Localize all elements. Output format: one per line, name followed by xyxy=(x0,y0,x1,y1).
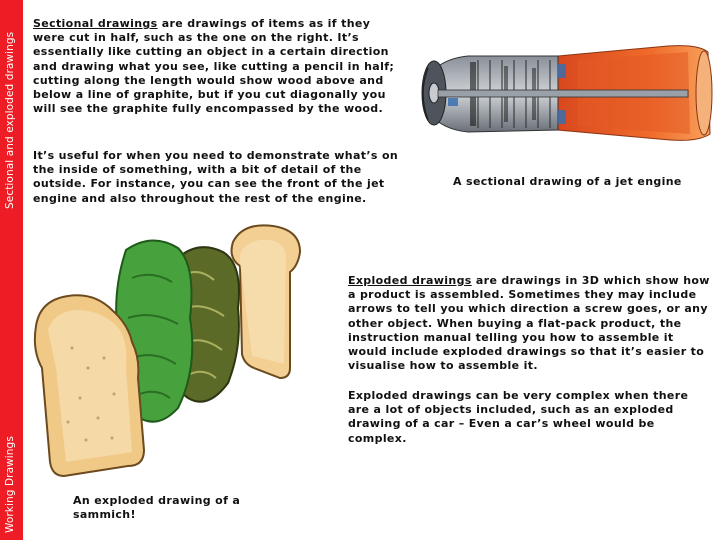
exploded-definition-body: are drawings in 3D which show how a product is assembled. Sometimes they may include arrows to tell you which direction a screw goes, or any other object. When buying a flat-pack product, the instruction manual telling you how to assemble it would include exploded drawings so that it’s easier to visualise how to assemble it. xyxy=(348,274,710,373)
exploded-sandwich-image xyxy=(28,218,348,490)
sidebar-bar xyxy=(0,0,23,540)
sectional-definition xyxy=(33,17,399,116)
exploded-term: Exploded drawings xyxy=(348,274,472,287)
exploded-complexity: Exploded drawings can be very complex when there are a lot of objects included, such as an exploded drawing of a car – Even a car’s wheel would be complex. xyxy=(348,389,689,445)
jet-engine-cutaway-image xyxy=(408,38,714,148)
sectional-definition-body: are drawings of items as if they were cut in half, such as the one on the right. It’s essentially like cutting an object in a certain direction and drawing what you see, like cutting a pencil in half; cutting along the length would show wood above and below a line of graphite, but if you cut diagonally you will see the graphite fully encompassed by the wood. xyxy=(33,17,395,116)
sectional-usage: It’s useful for when you need to demonstrate what’s on the inside of something, with a bit of detail of the outside. For instance, you can see the front of the jet engine and also throughout the rest of the engine. xyxy=(33,149,399,205)
sidebar-bottom-label: Working Drawings xyxy=(4,436,16,533)
exploded-definition xyxy=(348,274,712,373)
jet-engine-caption: A sectional drawing of a jet engine xyxy=(453,175,682,188)
sandwich-caption: An exploded drawing of a sammich! xyxy=(73,494,241,522)
sidebar-top-label: Sectional and exploded drawings xyxy=(4,31,16,209)
sectional-term: Sectional drawings xyxy=(33,17,158,30)
